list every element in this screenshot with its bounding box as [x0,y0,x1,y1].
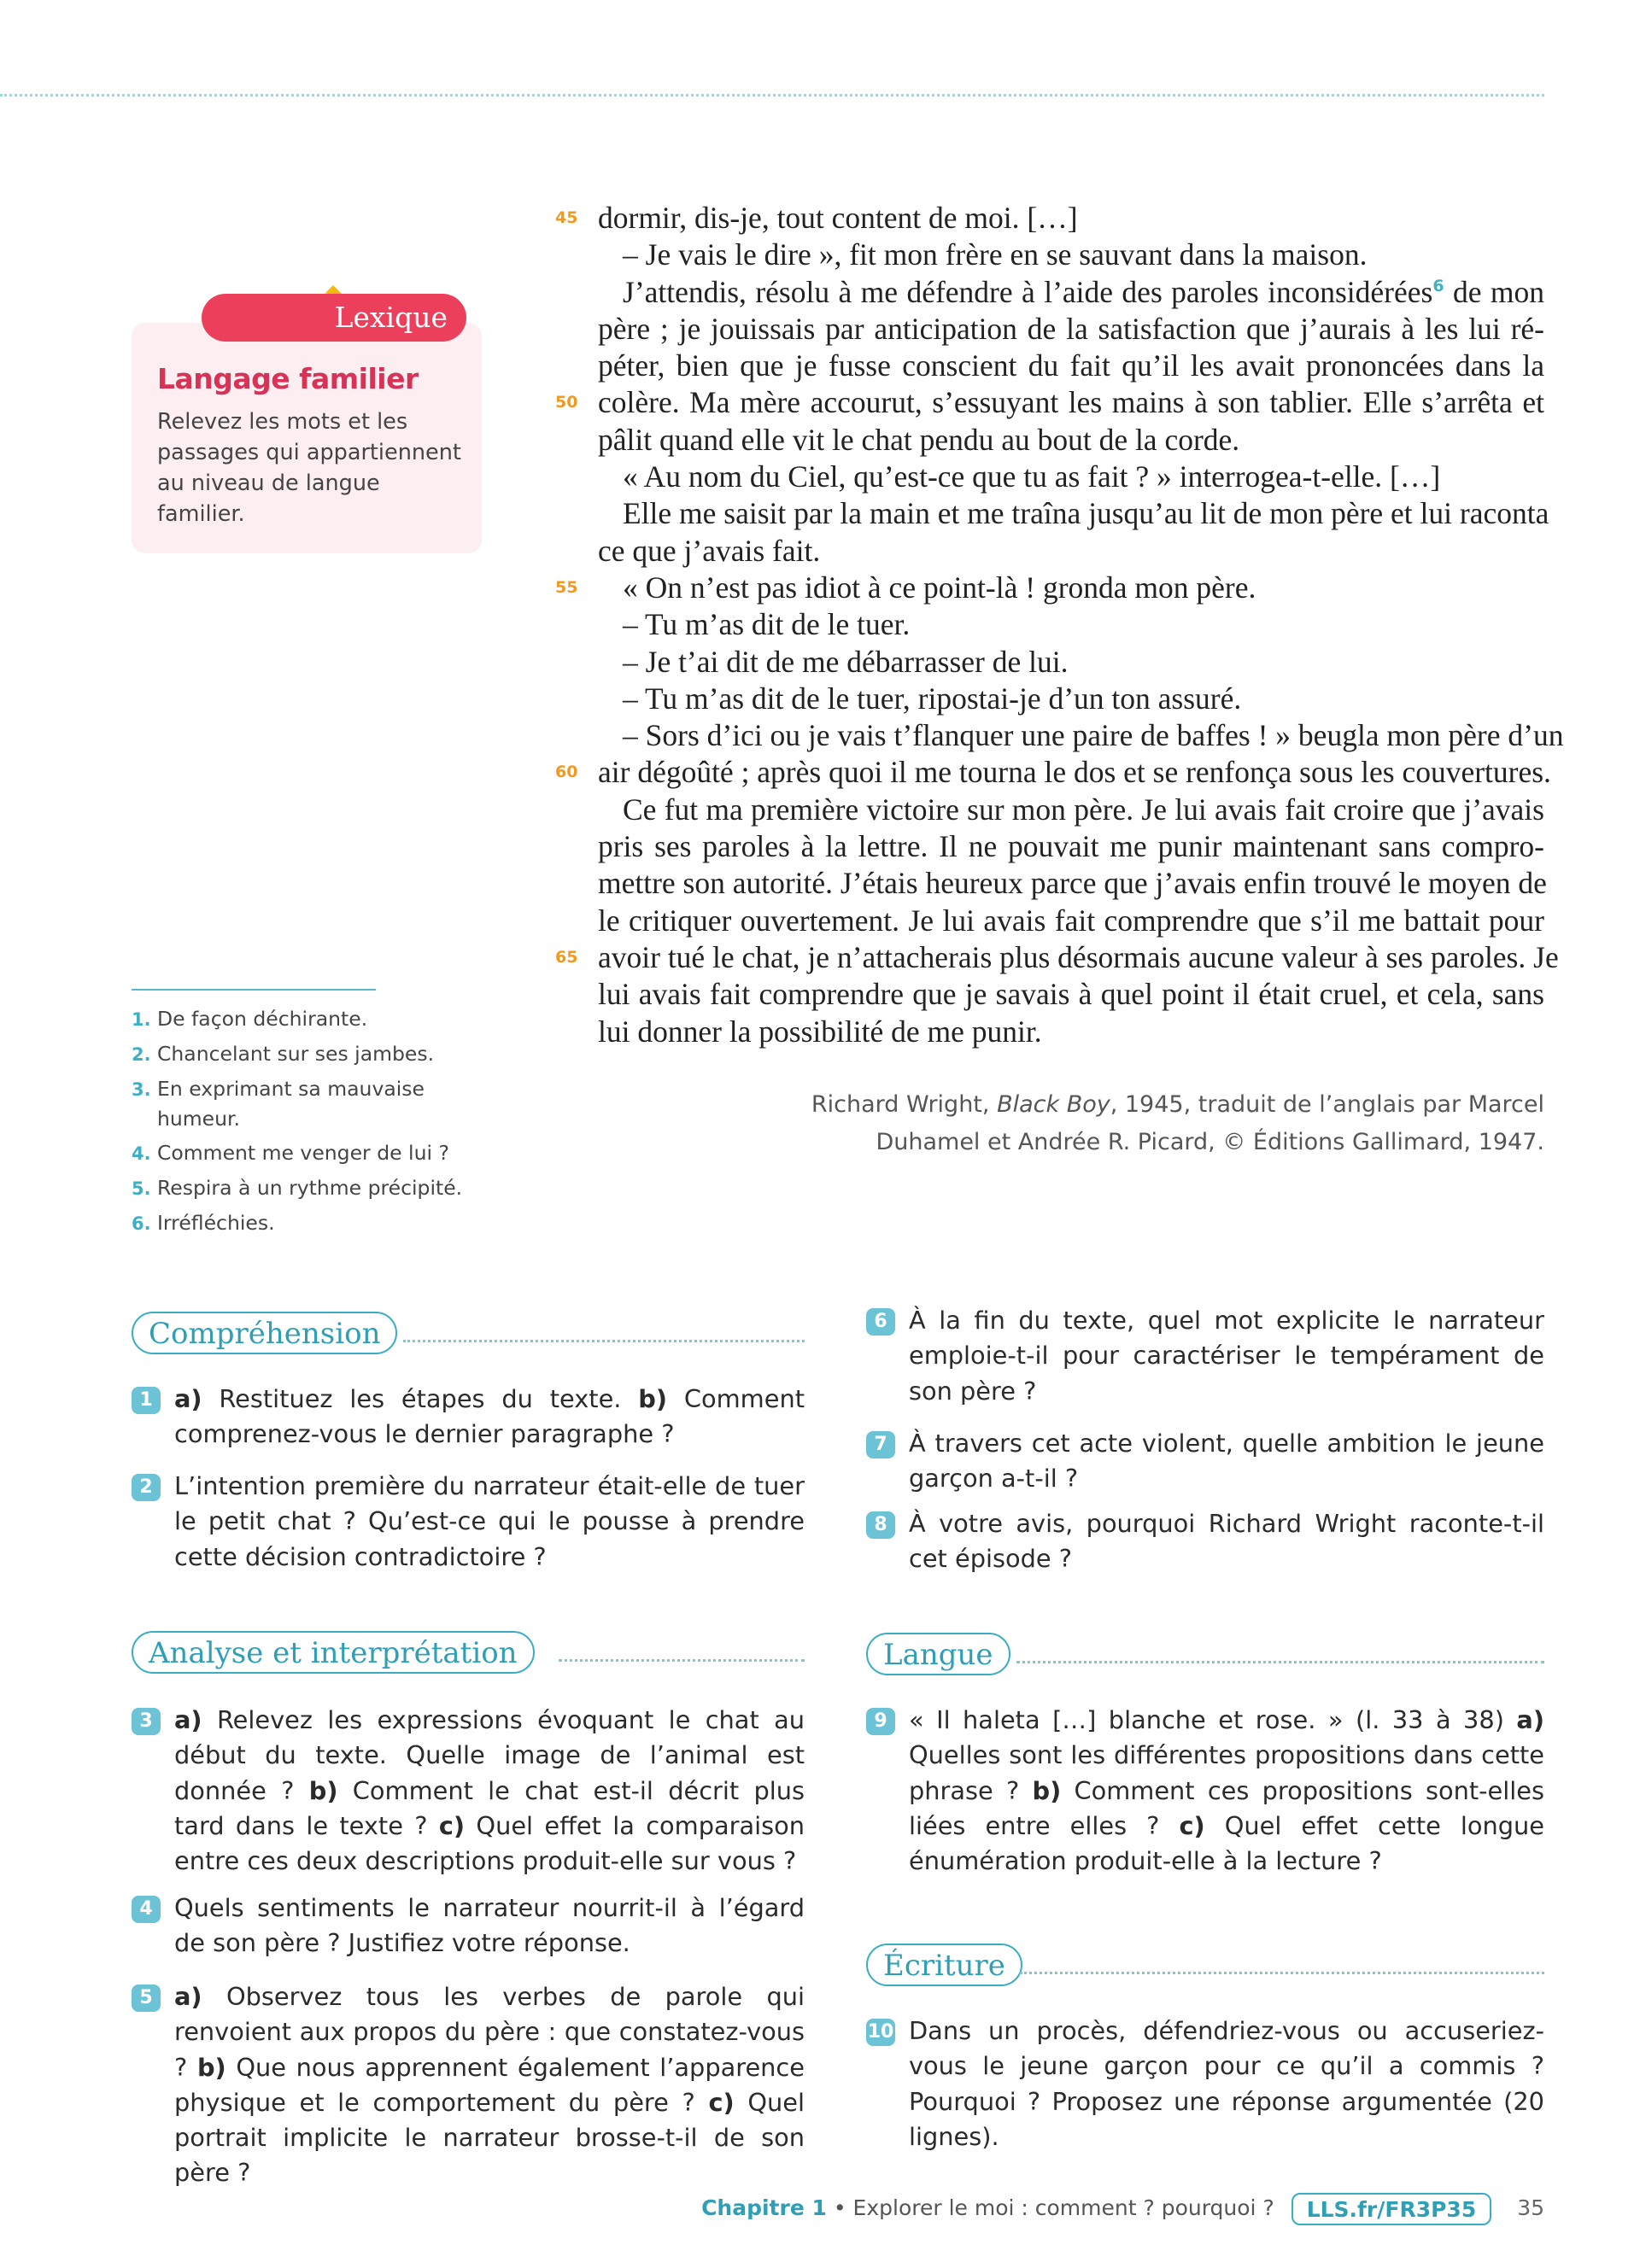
excerpt-text [555,200,1564,1050]
line-number: 50 [555,393,578,412]
section-title: Écriture [866,1944,1022,1986]
question-number: 10 [866,2019,895,2046]
text-line: – Tu m’as dit de le tuer. [623,607,911,642]
lexique-body: Relevez les mots et les passages qui appartiennent au niveau de langue familier. [157,409,461,527]
line-number: 45 [555,208,578,227]
footnote: 6. Irréfléchies. [132,1211,275,1235]
line-number: 65 [555,947,578,967]
question-number: 6 [866,1308,895,1336]
page-number: 35 [1517,2195,1544,2220]
text-line: 65 avoir tué le chat, je n’attacherais plus désormais aucune valeur à ses paroles. Je [598,939,1544,976]
question-4: 4 Quels sentiments le narrateur nourrit-il à l’égard de son père ? Justifiez votre réponse. [132,1891,805,1961]
section-comprehension [132,1312,805,1354]
text-line: pâlit quand elle vit le chat pendu au bout de la corde. [598,422,1240,457]
question-number: 7 [866,1431,895,1458]
question-8: 8 À votre avis, pourquoi Richard Wright raconte-t-il cet épisode ? [866,1506,1544,1577]
text-line: Ce fut ma première victoire sur mon père. Je lui avais fait croire que j’avais [623,792,1544,827]
text-line: péter, bien que je fusse conscient du fait qu’il les avait prononcées dans la [598,348,1544,383]
text-line: lui avais fait comprendre que je savais à quel point il était cruel, et cela, sans [598,977,1544,1012]
question-number: 1 [132,1387,161,1414]
section-analyse [132,1631,805,1674]
section-ecriture [866,1944,1544,1986]
text-line: lui donner la possibilité de me punir. [598,1014,1042,1049]
text-line: 50 colère. Ma mère accourut, s’essuyant les mains à son tablier. Elle s’arrêta et [598,384,1544,421]
section-title: Compréhension [132,1312,397,1354]
line-number: 55 [555,577,578,597]
question-5: 5 a) Observez tous les verbes de parole qui renvoient aux propos du père : que constatez-vous ? b) Que nous apprennent également l’apparence physique et le comportement du père ? c) Quel portrait implicite le narrateur brosse-t-il de son père ? [132,1979,805,2191]
question-number: 8 [866,1511,895,1539]
footnote: 3. En exprimant sa mauvaise humeur. [132,1077,425,1131]
question-number: 5 [132,1984,161,2012]
question-3: 3 a) Relevez les expressions évoquant le chat au début du texte. Quelle image de l’animal est donnée ? b) Comment le chat est-il décrit plus tard dans le texte ? c) Quel effet la comparaison entre ces deux descriptions produit-elle sur vous ? [132,1703,805,1879]
footnote-ref: 6 [1432,276,1444,295]
source-credit: Richard Wright, Black Boy, 1945, traduit de l’anglais par Marcel Duhamel et Andrée R. Picard, © Éditions Gallimard, 1947. [811,1091,1544,1155]
line-number: 60 [555,763,578,782]
lls-link[interactable]: LLS.fr/FR3P35 [1292,2193,1492,2225]
text-line: – Tu m’as dit de le tuer, ripostai-je d’un ton assuré. [623,681,1242,716]
question-6: 6 À la fin du texte, quel mot explicite le narrateur emploie-t-il pour caractériser le tempérament de son père ? [866,1303,1544,1409]
section-langue [866,1633,1544,1675]
footnote: 4. Comment me venger de lui ? [132,1141,449,1165]
text-line: « Au nom du Ciel, qu’est-ce que tu as fait ? » interrogea-t-elle. […] [623,459,1441,494]
question-1: 1 a) Restituez les étapes du texte. b) Comment comprenez-vous le dernier paragraphe ? [132,1382,805,1453]
text-line: – Je vais le dire », fit mon frère en se sauvant dans la maison. [623,237,1368,272]
lexique-tag: Lexique [202,294,466,342]
question-10: 10 Dans un procès, défendriez-vous ou accuseriez-vous le jeune garçon pour ce qu’il a commis ? Pourquoi ? Proposez une réponse argumentée (20 lignes). [867,2016,1544,2151]
text-line: – Je t’ai dit de me débarrasser de lui. [623,644,1069,679]
book-title: Black Boy [997,1091,1110,1118]
text-line: 55 « On n’est pas idiot à ce point-là ! gronda mon père. [598,570,1544,606]
page-footer: Chapitre 1 • Explorer le moi : comment ? pourquoi ? LLS.fr/FR3P35 35 [701,2189,1544,2227]
question-number: 3 [132,1708,161,1735]
top-dotted-rule [0,94,1544,96]
text-line: 45 dormir, dis-je, tout content de moi. […] [598,200,1544,237]
text-line: Elle me saisit par la main et me traîna jusqu’au lit de mon père et lui raconta [623,496,1549,531]
footnotes-rule [132,989,376,991]
footnote: 5. Respira à un rythme précipité. [132,1176,463,1200]
text-line: le critiquer ouvertement. Je lui avais fait comprendre que s’il me battait pour [598,903,1544,938]
lexique-title: Langage familier [157,362,419,395]
question-9: 9 « Il haleta […] blanche et rose. » (l. 33 à 38) a) Quelles sont les différentes propositions dans cette phrase ? b) Comment ces propositions sont-elles liées entre elles ? c) Quel effet cette longue énumération produit-elle à la lecture ? [866,1703,1544,1879]
question-7: 7 À travers cet acte violent, quelle ambition le jeune garçon a-t-il ? [866,1426,1544,1497]
footnotes-list [132,1004,473,1243]
footnote: 1. De façon déchirante. [132,1007,368,1031]
text-line: père ; je jouissais par anticipation de la satisfaction que j’aurais à les lui ré- [598,311,1544,346]
text-line: 60 air dégoûté ; après quoi il me tourna le dos et se renfonça sous les couvertures. [598,754,1544,791]
question-2: 2 L’intention première du narrateur était-elle de tuer le petit chat ? Qu’est-ce qui le pousse à prendre cette décision contradictoire ? [132,1469,805,1575]
chapter-label: Chapitre 1 [701,2195,827,2220]
question-number: 2 [132,1474,161,1501]
text-line: pris ses paroles à la lettre. Il ne pouvait me punir maintenant sans compro- [598,829,1544,864]
text-line: J’attendis, résolu à me défendre à l’aide des paroles inconsidérées$^6$ de mon [623,274,1544,309]
text-line: mettre son autorité. J’étais heureux parce que j’avais enfin trouvé le moyen de [598,866,1547,901]
text-line: ce que j’avais fait. [598,533,821,568]
question-number: 4 [132,1896,161,1923]
text-line: – Sors d’ici ou je vais t’flanquer une paire de baffes ! » beugla mon père d’un [623,718,1564,753]
footnote: 2. Chancelant sur ses jambes. [132,1042,435,1066]
section-title: Analyse et interprétation [132,1631,535,1674]
question-number: 9 [866,1708,895,1735]
section-title: Langue [866,1633,1010,1675]
chapter-subtitle: Explorer le moi : comment ? pourquoi ? [852,2195,1274,2220]
